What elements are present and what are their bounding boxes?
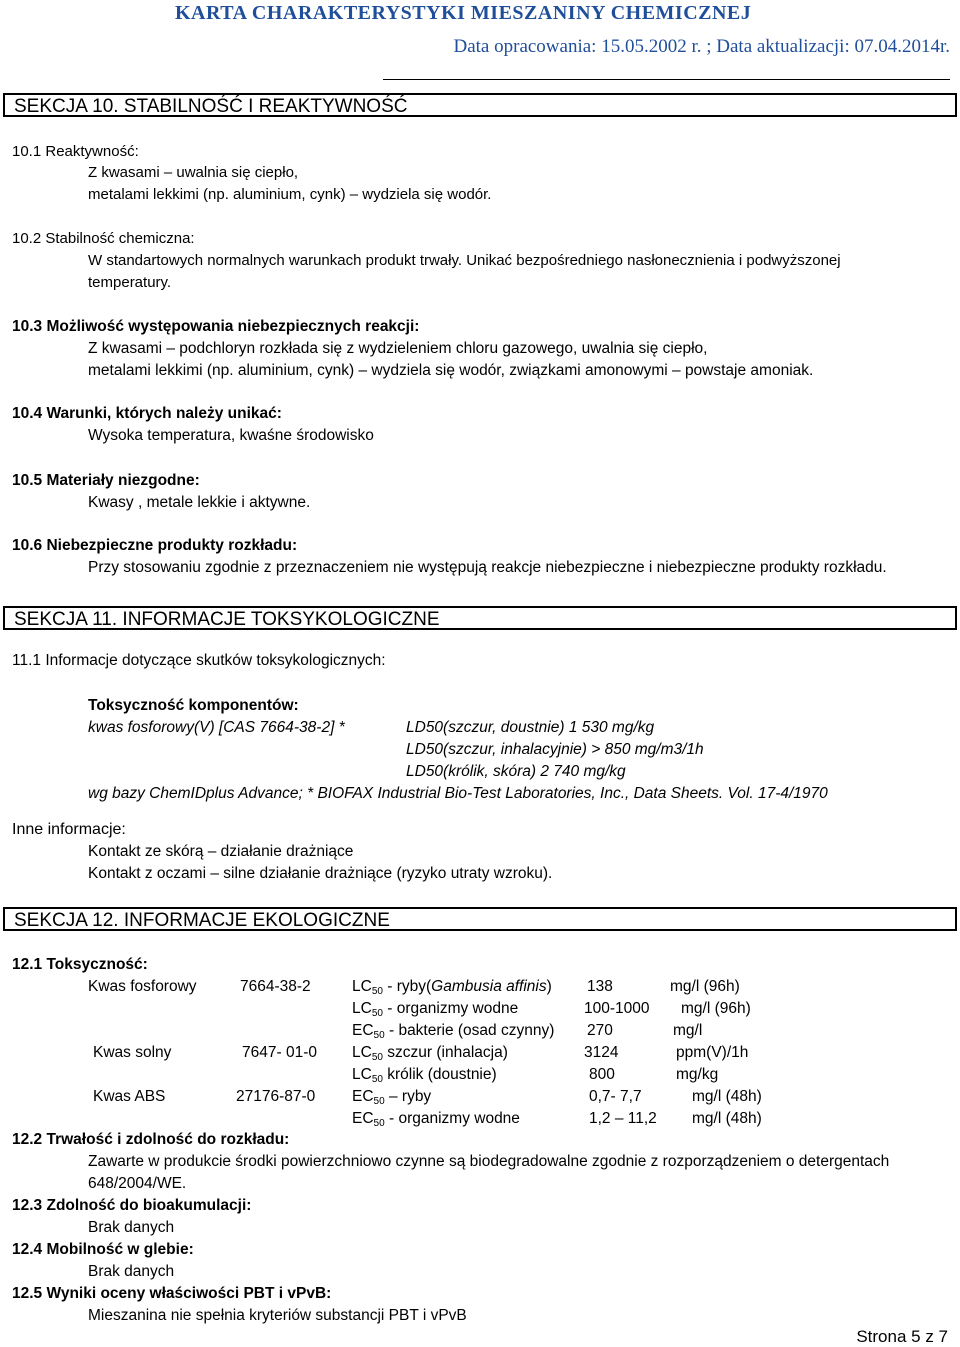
s12-5-line1: Mieszanina nie spełnia kryteriów substancji PBT i vPvB [88,1307,467,1324]
s12-4-title: 12.4 Mobilność w glebie: [12,1241,194,1258]
ecotox-unit: mg/l (48h) [692,1088,762,1105]
ecotox-name: Kwas ABS [93,1088,166,1105]
s12-3-line1: Brak danych [88,1219,175,1236]
s11-component: kwas fosforowy(V) [CAS 7664-38-2] * [88,719,345,736]
s12-5-title: 12.5 Wyniki oceny właściwości PBT i vPvB: [12,1285,332,1302]
ecotox-test: $LC_{50}$ królik (doustnie) [352,1066,497,1085]
s11-ld1: LD50(szczur, doustnie) 1 530 mg/kg [406,719,655,736]
page-number: Strona 5 z 7 [856,1327,948,1346]
s11-source: wg bazy ChemIDplus Advance; * BIOFAX Industrial Bio-Test Laboratories, Inc., Data Sheets. Vol. 17-4/1970 [88,785,828,802]
ecotox-cas: 7647- 01-0 [242,1044,317,1061]
ecotox-unit: mg/kg [676,1066,719,1083]
s10-5-line1: Kwasy , metale lekkie i aktywne. [88,494,311,511]
s11-ld2: LD50(szczur, inhalacyjnie) > 850 mg/m3/1h [406,741,704,758]
s10-3-line2: metalami lekkimi (np. aluminium, cynk) – wydziela się wodór, związkami amonowymi – powstaje amoniak. [88,362,814,379]
s10-1-line2: metalami lekkimi (np. aluminium, cynk) – wydziela się wodór. [88,186,492,203]
s10-2-line1: W standartowych normalnych warunkach produkt trwały. Unikać bezpośredniego nasłonecznienia i podwyższonej [88,252,841,269]
s11-other1: Kontakt ze skórą – działanie drażniące [88,843,354,860]
s11-tox-title: Toksyczność komponentów: [88,697,299,714]
ecotox-unit: mg/l (96h) [670,978,740,995]
ecotox-test: $EC_{50}$ - organizmy wodne [352,1110,520,1129]
s10-3-line1: Z kwasami – podchloryn rozkłada się z wydzieleniem chloru gazowego, uwalnia się ciepło, [88,340,708,357]
ecotox-unit: ppm(V)/1h [676,1044,749,1061]
s11-ld3: LD50(królik, skóra) 2 740 mg/kg [406,763,626,780]
s12-1-title: 12.1 Toksyczność: [12,956,148,973]
s10-3-title: 10.3 Możliwość występowania niebezpiecznych reakcji: [12,318,420,335]
ecotox-test: $LC_{50}$ szczur (inhalacja) [352,1044,508,1063]
ecotox-value: 800 [589,1066,615,1083]
s10-2-line2: temperatury. [88,274,172,291]
ecotox-name: Kwas solny [93,1044,172,1061]
ecotox-test: $LC_{50}$ - ryby(Gambusia affinis) [352,978,552,997]
ecotox-cas: 27176-87-0 [236,1088,316,1105]
s11-other2: Kontakt z oczami – silne działanie drażniące (ryzyko utraty wzroku). [88,865,553,882]
ecotox-unit: mg/l (96h) [681,1000,751,1017]
s12-2-line1: Zawarte w produkcie środki powierzchniowo czynne są biodegradowalne zgodnie z rozporządzeniem o detergentach [88,1153,890,1170]
s10-1-line1: Z kwasami – uwalnia się ciepło, [88,164,299,181]
ecotox-name: Kwas fosforowy [88,978,197,995]
s10-1-title: 10.1 Reaktywność: [12,143,139,160]
ecotox-value: 100-1000 [584,1000,650,1017]
ecotox-value: 1,2 – 11,2 [589,1110,657,1127]
section-12-heading: SEKCJA 12. INFORMACJE EKOLOGICZNE [3,907,957,931]
ecotox-test: $LC_{50}$ - organizmy wodne [352,1000,519,1019]
section-11-heading: SEKCJA 11. INFORMACJE TOKSYKOLOGICZNE [3,606,957,630]
s10-5-title: 10.5 Materiały niezgodne: [12,472,200,489]
s10-2-title: 10.2 Stabilność chemiczna: [12,230,195,247]
s12-2-title: 12.2 Trwałość i zdolność do rozkładu: [12,1131,290,1148]
s10-4-line1: Wysoka temperatura, kwaśne środowisko [88,427,374,444]
ecotox-test: $EC_{50}$ - bakterie (osad czynny) [352,1022,555,1041]
document-dates: Data opracowania: 15.05.2002 r. ; Data aktualizacji: 07.04.2014r. [453,36,950,57]
ecotox-test: $EC_{50}$ – ryby [352,1088,432,1107]
s11-other-title: Inne informacje: [12,821,126,838]
s11-1-title: 11.1 Informacje dotyczące skutków toksykologicznych: [12,652,386,669]
section-10-heading: SEKCJA 10. STABILNOŚĆ I REAKTYWNOŚĆ [3,93,957,117]
header-rule [383,79,950,80]
ecotox-value: 3124 [584,1044,619,1061]
s10-4-title: 10.4 Warunki, których należy unikać: [12,405,282,422]
ecotox-unit: mg/l [673,1022,703,1039]
s10-6-line1: Przy stosowaniu zgodnie z przeznaczeniem nie występują reakcje niebezpieczne i niebezpieczne produkty rozkładu. [88,559,887,576]
s12-4-line1: Brak danych [88,1263,175,1280]
document-title: KARTA CHARAKTERYSTYKI MIESZANINY CHEMICZNEJ [175,2,752,24]
ecotox-value: 270 [587,1022,613,1039]
s12-2-line2: 648/2004/WE. [88,1175,187,1192]
ecotox-cas: 7664-38-2 [240,978,311,995]
ecotox-value: 138 [587,978,613,995]
s12-3-title: 12.3 Zdolność do bioakumulacji: [12,1197,252,1214]
s10-6-title: 10.6 Niebezpieczne produkty rozkładu: [12,537,298,554]
ecotox-unit: mg/l (48h) [692,1110,762,1127]
ecotox-value: 0,7- 7,7 [589,1088,642,1105]
